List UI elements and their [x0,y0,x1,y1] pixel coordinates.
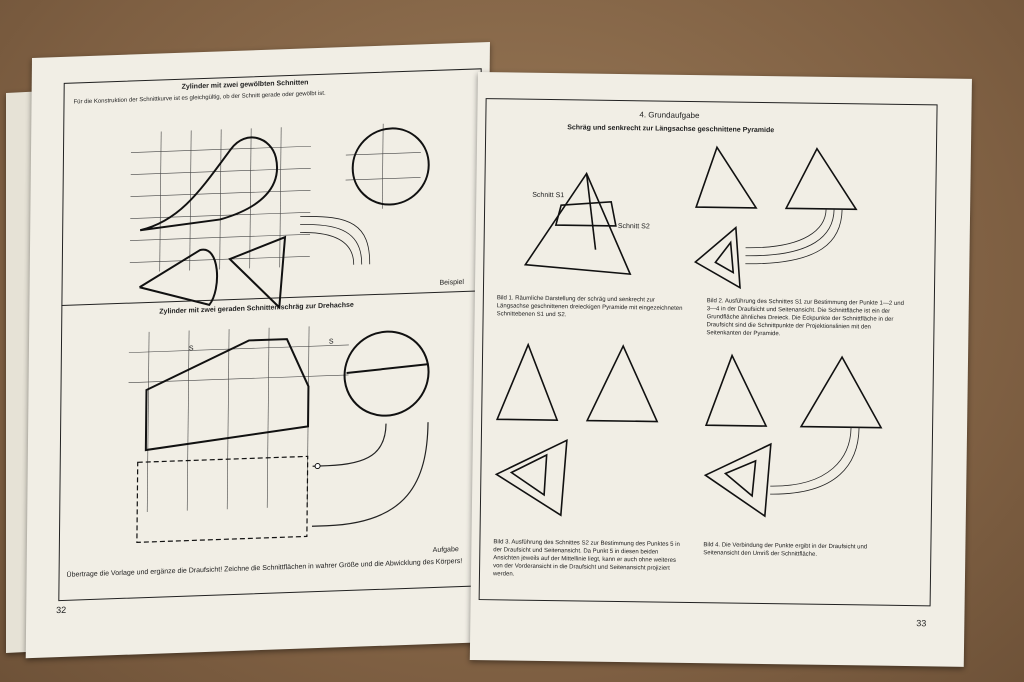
instruction-text: Übertrage die Vorlage und ergänze die Draufsicht! Zeichne die Schnittflächen in wahrer Größe und die Abwicklung des Körpers! [66,557,463,579]
mid-title: Zylinder mit zwei geraden Schnitten schräg zur Drehachse [159,301,354,316]
beispiel-label: Beispiel [439,278,465,287]
cylinder-example-drawing [70,101,472,285]
bild4-caption: Bild 4. Die Verbindung der Punkte ergibt in der Draufsicht und Seitenansicht den Umriß der Schnittfläche. [703,542,868,558]
bild3-caption: Bild 3. Ausführung des Schnittes S2 zur Bestimmung des Punktes 5 in der Draufsicht und Seitenansicht. Da Punkt 5 in diesen beiden Ansichten jeweils auf der Mittellinie liegt, kann er auch ohne weiteres von der Vorderansicht in die Draufsicht und Seitenansicht projiziert werden. [492,539,680,578]
label-s: S [188,345,194,353]
top-title: Zylinder mit zwei gewölbten Schnitten [181,79,309,91]
pyramid-drawing-2 [685,147,887,300]
pyramid-drawing-3 [486,344,688,527]
subtitle: Schräg und senkrecht zur Längsachse geschnittene Pyramide [567,124,775,135]
right-page-number: 33 [916,618,927,629]
left-page-number: 32 [56,604,67,616]
label-schnitt-s2: Schnitt S2 [617,222,650,231]
label-s1: S [328,338,334,346]
top-note: Für die Konstruktion der Schnittkurve ist es gleichgültig, ob der Schnitt gerade oder gewölbt ist. [73,90,326,106]
right-page [470,72,972,667]
bild1-caption: Bild 1. Räumliche Darstellung der schräg und senkrecht zur Längsachse geschnittenen dreieckigen Pyramide mit eingezeichneten Schnittebenen S1 und S2. [496,295,683,319]
left-page [26,42,490,658]
aufgabe-label: Aufgabe [432,546,459,555]
label-schnitt-s1: Schnitt S1 [532,191,565,200]
pyramid-drawing-4 [700,355,902,538]
bild2-caption: Bild 2. Ausführung des Schnittes S1 zur Bestimmung der Punkte 1—2 und 3—4 in der Draufsicht und Seitenansicht. Die Schnittfläche ist ein der Grundfläche ähnliches Dreieck. Die Eckpunkte der Schnittfläche in der Draufsicht sind die Schnittpunkte der Projektionslinien mit den Seitenkanten der Pyramide. [706,298,904,338]
section-heading: 4. Grundaufgabe [639,110,700,121]
cylinder-task-drawing [67,311,469,555]
